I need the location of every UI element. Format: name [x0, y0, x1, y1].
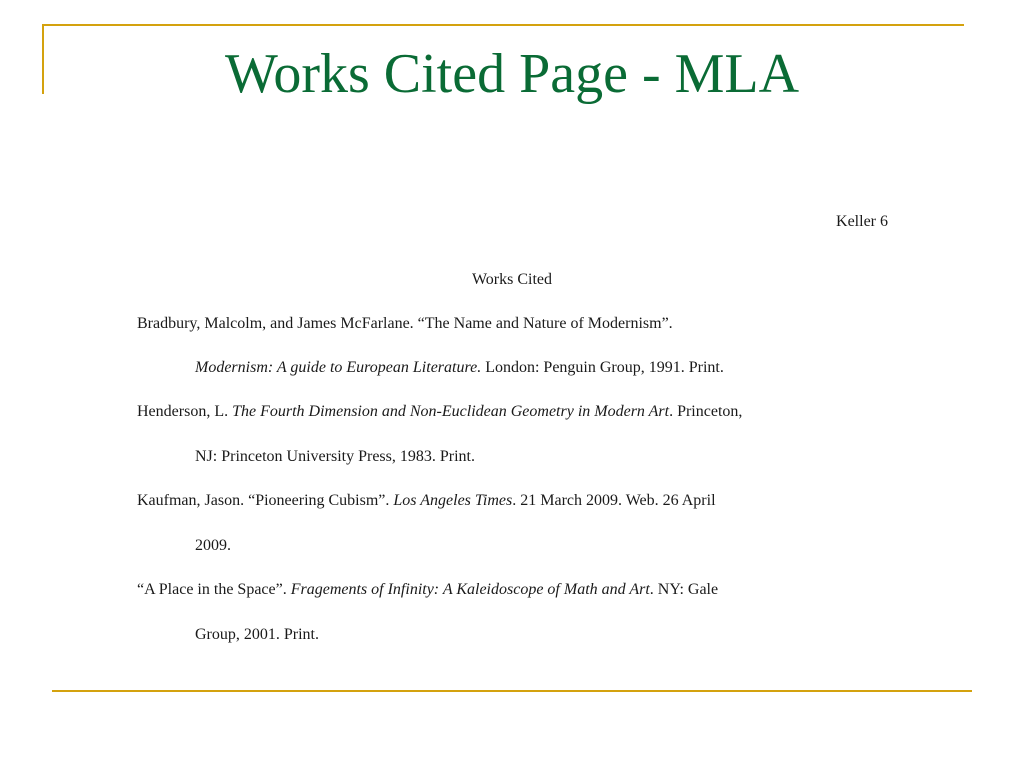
citation-entry-3-line-2 [195, 536, 231, 556]
citation-text: 2009. [195, 537, 231, 554]
citation-text: Kaufman, Jason. “Pioneering Cubism”. [137, 492, 394, 509]
citation-text: Bradbury, Malcolm, and James McFarlane. “The Name and Nature of Modernism”. [137, 315, 673, 332]
works-cited-heading: Works Cited [471, 271, 553, 288]
citation-text: . 21 March 2009. Web. 26 April [512, 492, 716, 509]
citation-entry-4-line-2 [195, 625, 319, 645]
citation-entry-2-line-2 [195, 447, 475, 467]
citation-text: . Princeton, [669, 403, 743, 420]
citation-book-title: Fragements of Infinity: A Kaleidoscope of Math and Art [290, 581, 650, 598]
slide-title: Works Cited Page - MLA [224, 43, 800, 105]
citation-entry-3-line-1 [137, 491, 716, 511]
citation-entry-1-line-1 [137, 314, 673, 334]
frame-top-rule [42, 24, 964, 26]
citation-text: Group, 2001. Print. [195, 626, 319, 643]
citation-text: NJ: Princeton University Press, 1983. Print. [195, 448, 475, 465]
citation-publication-title: Los Angeles Times [393, 492, 513, 509]
citation-text: London: Penguin Group, 1991. Print. [481, 359, 724, 376]
citation-entry-1-line-2 [195, 358, 724, 378]
citation-entry-4-line-1 [137, 580, 718, 600]
frame-bottom-rule [52, 690, 972, 692]
citation-text: Henderson, L. [137, 403, 233, 420]
citation-book-title: The Fourth Dimension and Non-Euclidean Geometry in Modern Art [232, 403, 670, 420]
citation-text: “A Place in the Space”. [137, 581, 291, 598]
citation-entry-2-line-1 [137, 402, 742, 422]
running-head: Keller 6 [836, 213, 888, 230]
citation-book-title: Modernism: A guide to European Literature. [195, 359, 482, 376]
citation-text: . NY: Gale [649, 581, 719, 598]
